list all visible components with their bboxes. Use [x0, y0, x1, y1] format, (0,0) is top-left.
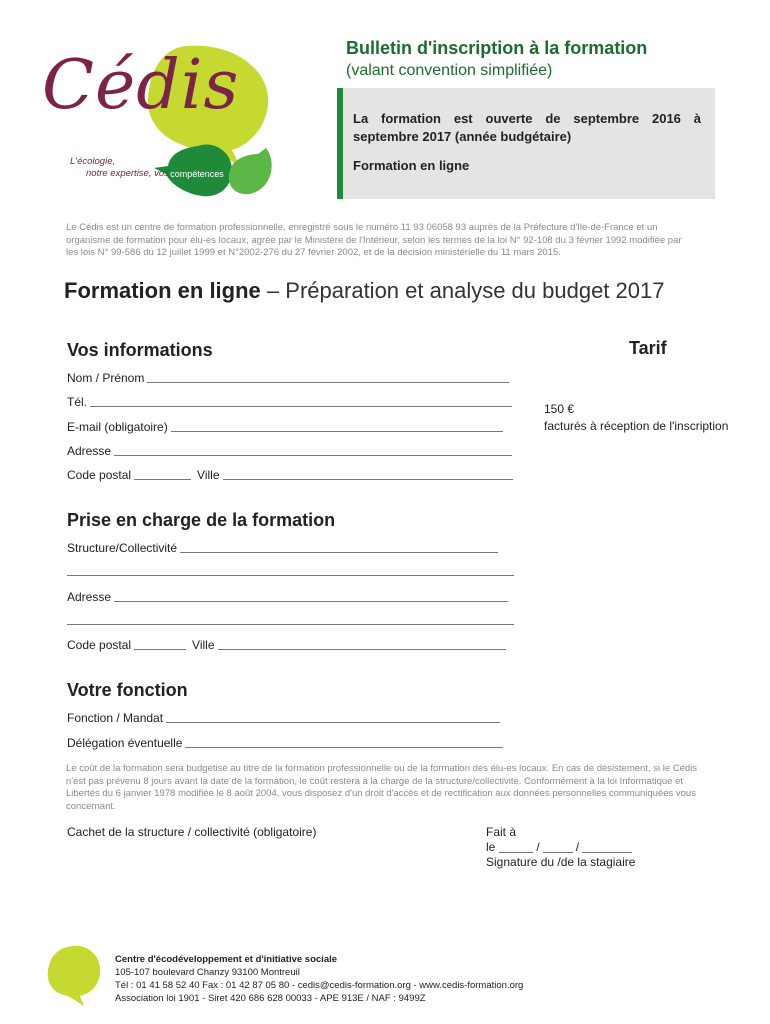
field-pc-code-postal-line[interactable]	[134, 638, 186, 650]
field-tel-line[interactable]	[90, 395, 512, 407]
logo-tagline-line1: L'écologie,	[70, 156, 116, 167]
footer-contact: Tél : 01 41 58 52 40 Fax : 01 42 87 05 80 - cedis@cedis-formation.org - www.cedis-formation.org	[115, 980, 524, 991]
field-email-line[interactable]	[171, 420, 503, 432]
legal-paragraph: Le coût de la formation sera budgétisé au titre de la formation professionnelle ou de la formation des élu-es locaux. En cas de désistement, si le Cédis n'est pas prévenu 8 jours avant la date de la formation, le coût restera à la charge de la structure/collectivité. Conformément à la loi Informatique et Libertés du 6 janvier 1978 modifiée le 8 août 2004, vous disposez d'un droit d'accès et de rectification aux données personnelles communiquées vous concernant.	[66, 763, 698, 812]
field-pc-adresse-label: Adresse	[67, 590, 112, 604]
footer	[115, 953, 523, 1005]
field-fonction-label: Fonction / Mandat	[67, 711, 164, 725]
form-subtitle: (valant convention simplifiée)	[346, 62, 553, 79]
field-pc-ville-line[interactable]	[218, 638, 506, 650]
field-email-label: E-mail (obligatoire)	[67, 420, 168, 434]
footer-legal: Association loi 1901 - Siret 420 686 628 00033 - APE 913E / NAF : 9499Z	[115, 993, 426, 1004]
signature-year-line[interactable]	[582, 841, 632, 853]
field-nom-prenom-line[interactable]	[147, 371, 509, 383]
formation-dates: La formation est ouverte de septembre 2016 à septembre 2017 (année budgétaire)	[353, 111, 701, 144]
field-pc-code-postal-ville[interactable]	[67, 636, 506, 652]
field-ville-label: Ville	[197, 468, 220, 482]
signature-date[interactable]	[486, 840, 635, 855]
cedis-logo	[36, 42, 286, 202]
field-tel[interactable]	[67, 393, 512, 409]
signature-label: Signature du /de la stagiaire	[486, 855, 636, 869]
field-pc-ville-label: Ville	[192, 638, 215, 652]
logo-tagline-competences: compétences	[170, 169, 224, 179]
field-adresse-line[interactable]	[114, 444, 512, 456]
intro-paragraph: Le Cédis est un centre de formation professionnelle, enregistré sous le numéro 11 93 06058 93 auprès de la Préfecture d'Ile-de-France et un organisme de formation pour élu-es locaux, agrée par le Ministère de l'Intérieur, selon les termes de la loi N° 92-108 du 3 février 1992 modifiée par les lois N° 99-586 du 12 juillet 1999 et N°2002-276 du 27 février 2002, et de la décision ministérielle du 11 mars 2015.	[66, 222, 682, 258]
field-tel-label: Tél.	[67, 395, 88, 409]
formation-info-box	[337, 88, 715, 199]
field-adresse-label: Adresse	[67, 444, 112, 458]
field-email[interactable]	[67, 418, 503, 434]
tarif-note: facturés à réception de l'inscription	[544, 419, 729, 433]
formation-heading-dash: –	[266, 278, 280, 303]
field-nom-prenom[interactable]	[67, 369, 509, 385]
formation-heading	[64, 278, 664, 304]
field-delegation-label: Délégation éventuelle	[67, 736, 183, 750]
tarif-price: 150 €	[544, 402, 575, 416]
section-tarif-heading: Tarif	[629, 338, 667, 358]
field-pc-code-postal-label: Code postal	[67, 638, 132, 652]
field-ville-line[interactable]	[223, 468, 513, 480]
formation-heading-mode: Formation en ligne	[64, 278, 261, 303]
field-code-postal-ville[interactable]	[67, 466, 513, 482]
field-pc-adresse[interactable]	[67, 588, 508, 604]
cachet-label: Cachet de la structure / collectivité (obligatoire)	[67, 825, 317, 839]
field-fonction-line[interactable]	[166, 711, 500, 723]
footer-address: 105-107 boulevard Chanzy 93100 Montreuil	[115, 967, 300, 978]
field-adresse[interactable]	[67, 442, 512, 458]
field-code-postal-label: Code postal	[67, 468, 132, 482]
field-delegation-line[interactable]	[185, 736, 503, 748]
logo-tagline-line2: notre expertise, vos	[86, 168, 169, 179]
signature-date-separator-1: /	[536, 840, 540, 854]
field-structure-extra-line[interactable]	[67, 575, 514, 576]
fait-a-label: Fait à	[486, 825, 517, 839]
section-prise-en-charge-heading: Prise en charge de la formation	[67, 510, 336, 530]
field-pc-adresse-extra-line[interactable]	[67, 624, 514, 625]
field-structure-label: Structure/Collectivité	[67, 541, 178, 555]
logo-wordmark: Cédis	[42, 46, 240, 125]
signature-le-label: le	[486, 840, 496, 854]
field-structure[interactable]	[67, 539, 498, 555]
section-vos-informations-heading: Vos informations	[67, 340, 213, 360]
logo-tagline	[70, 156, 169, 180]
signature-block	[486, 825, 635, 870]
footer-speech-bubble-icon	[44, 944, 104, 1008]
field-pc-adresse-line[interactable]	[114, 590, 508, 602]
form-title: Bulletin d'inscription à la formation	[346, 38, 648, 58]
field-delegation[interactable]	[67, 734, 503, 750]
footer-org-name: Centre d'écodéveloppement et d'initiative sociale	[115, 954, 338, 965]
signature-date-separator-2: /	[575, 840, 580, 854]
signature-month-line[interactable]	[543, 841, 573, 853]
field-fonction[interactable]	[67, 709, 500, 725]
field-nom-prenom-label: Nom / Prénom	[67, 371, 145, 385]
section-votre-fonction-heading: Votre fonction	[67, 680, 188, 700]
formation-mode: Formation en ligne	[353, 158, 470, 173]
field-code-postal-line[interactable]	[134, 468, 191, 480]
formation-heading-title: Préparation et analyse du budget 2017	[285, 278, 665, 303]
field-structure-line[interactable]	[180, 541, 498, 553]
signature-day-line[interactable]	[499, 841, 533, 853]
